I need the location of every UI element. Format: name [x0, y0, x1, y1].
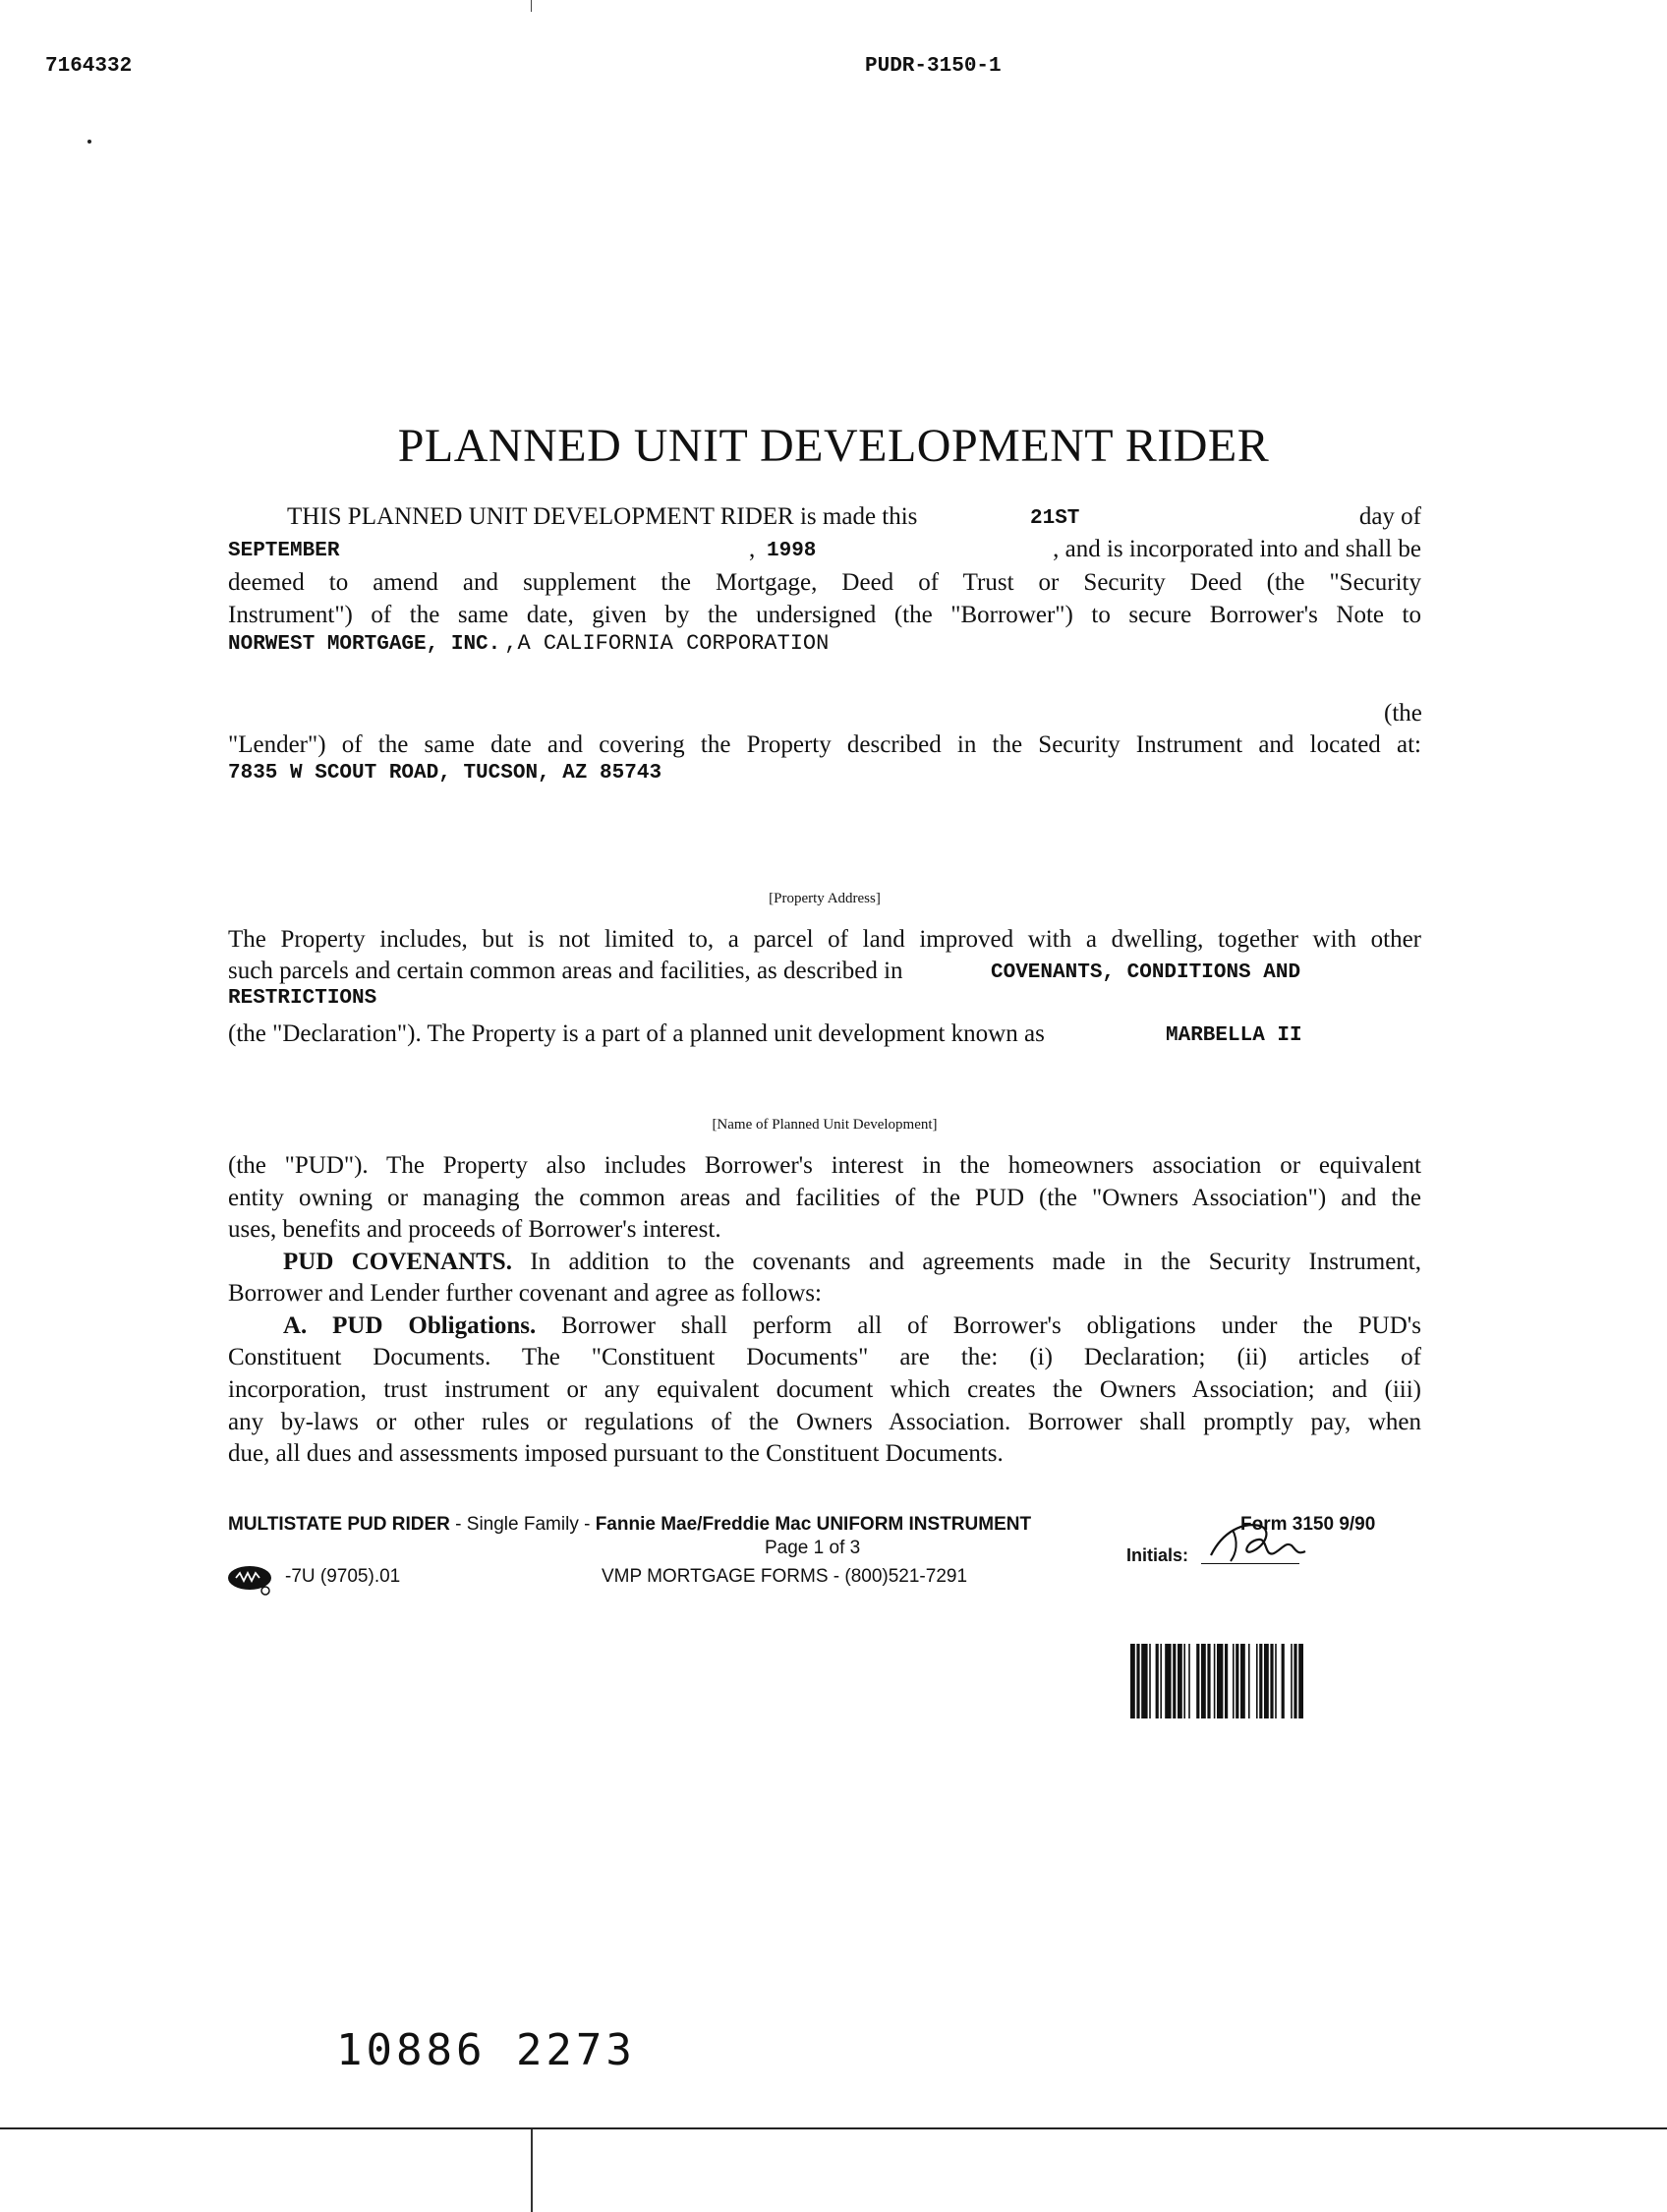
- form-code: PUDR-3150-1: [865, 55, 1002, 78]
- uniform-instrument: Fannie Mae/Freddie Mac UNIFORM INSTRUMENT: [595, 1514, 1032, 1535]
- day-fill: 21ST: [1030, 507, 1080, 530]
- intro-line-3: deemed to amend and supplement the Mortgage, Deed of Trust or Security Deed (the "Security: [228, 569, 1421, 596]
- intro-text-3: , and is incorporated into and shall be: [1053, 536, 1421, 562]
- lender-line: [228, 631, 1421, 656]
- lender-type-fill: ,A CALIFORNIA CORPORATION: [504, 631, 830, 656]
- footer-rider-line: [228, 1514, 1031, 1536]
- scan-tick-mark: [531, 0, 532, 12]
- the-open: (the: [1384, 700, 1422, 727]
- barcode-image: [1126, 1640, 1419, 1722]
- initials-label: Initials:: [1126, 1545, 1189, 1565]
- intro-text-2: day of: [1358, 503, 1421, 530]
- form-number: Form 3150 9/90: [1240, 1514, 1376, 1535]
- vmp-form-code: -7U (9705).01: [285, 1566, 401, 1587]
- property-text-4: (the "Declaration"). The Property is a part of a planned unit development known as: [228, 1020, 1045, 1047]
- scan-speck: [87, 140, 91, 144]
- property-text-2: such parcels and certain common areas and facilities, as described in: [228, 958, 903, 984]
- obligations-line-2: Constituent Documents. The "Constituent Documents" are the: (i) Declaration; (ii) articles of: [228, 1344, 1421, 1370]
- document-title: PLANNED UNIT DEVELOPMENT RIDER: [397, 420, 1270, 472]
- property-line-2: [228, 956, 1421, 987]
- document-number: 7164332: [45, 55, 133, 78]
- property-line-7: uses, benefits and proceeds of Borrower's interest.: [228, 1216, 721, 1243]
- initials-line: [1201, 1563, 1299, 1564]
- property-line-5: (the "PUD"). The Property also includes Borrower's interest in the homeowners association or equivalent: [228, 1152, 1421, 1179]
- recording-number: 10886 2273: [336, 2025, 636, 2075]
- covenants-line-1: [228, 1247, 1421, 1278]
- rider-type: - Single Family -: [449, 1514, 596, 1535]
- lender-definition-line: "Lender") of the same date and covering the Property described in the Security Instrument and located at:: [228, 731, 1421, 758]
- intro-text-1: THIS PLANNED UNIT DEVELOPMENT RIDER is made this: [287, 503, 918, 530]
- month-fill: SEPTEMBER: [228, 540, 340, 562]
- property-line-1: The Property includes, but is not limited to, a parcel of land improved with a dwelling, together with other: [228, 926, 1421, 953]
- property-line-4: [228, 1019, 1421, 1050]
- covenants-heading: PUD COVENANTS.: [283, 1249, 512, 1275]
- pud-name-fill: MARBELLA II: [1166, 1024, 1302, 1047]
- obligations-line-4: any by-laws or other rules or regulations of the Owners Association. Borrower shall promptly pay, when: [228, 1409, 1421, 1435]
- covenants-line-2: Borrower and Lender further covenant and agree as follows:: [228, 1280, 822, 1307]
- intro-line-4: Instrument") of the same date, given by the undersigned (the "Borrower") to secure Borrower's Note to: [228, 602, 1421, 628]
- property-line-6: entity owning or managing the common areas and facilities of the PUD (the "Owners Association") and the: [228, 1185, 1421, 1211]
- initials-signature: [1203, 1512, 1309, 1567]
- obligations-line-5: due, all dues and assessments imposed pursuant to the Constituent Documents.: [228, 1440, 1004, 1467]
- lender-name-fill: NORWEST MORTGAGE, INC.: [228, 633, 501, 656]
- vmp-contact: VMP MORTGAGE FORMS - (800)521-7291: [602, 1566, 968, 1587]
- declaration-name-fill: COVENANTS, CONDITIONS AND: [991, 961, 1301, 984]
- obligations-text-1: Borrower shall perform all of Borrower's obligations under the PUD's: [561, 1312, 1421, 1339]
- obligations-heading: A. PUD Obligations.: [283, 1312, 537, 1339]
- bottom-tick-mark: [531, 2129, 533, 2212]
- year-fill: 1998: [767, 540, 817, 562]
- page-indicator: Page 1 of 3: [765, 1538, 861, 1558]
- rider-name: MULTISTATE PUD RIDER: [228, 1514, 450, 1535]
- property-address-fill: 7835 W SCOUT ROAD, TUCSON, AZ 85743: [228, 762, 662, 785]
- obligations-line-1: [228, 1310, 1421, 1342]
- vmp-logo-icon: [226, 1563, 283, 1597]
- bottom-rule: [0, 2127, 1667, 2129]
- pud-name-label: [Name of Planned Unit Development]: [712, 1117, 938, 1133]
- obligations-line-3: incorporation, trust instrument or any equivalent document which creates the Owners Association; and (iii): [228, 1376, 1421, 1403]
- covenants-text-1: In addition to the covenants and agreements made in the Security Instrument,: [530, 1249, 1422, 1275]
- property-address-label: [Property Address]: [769, 891, 881, 906]
- declaration-name-fill-2: RESTRICTIONS: [228, 987, 377, 1010]
- year-comma: ,: [749, 536, 756, 562]
